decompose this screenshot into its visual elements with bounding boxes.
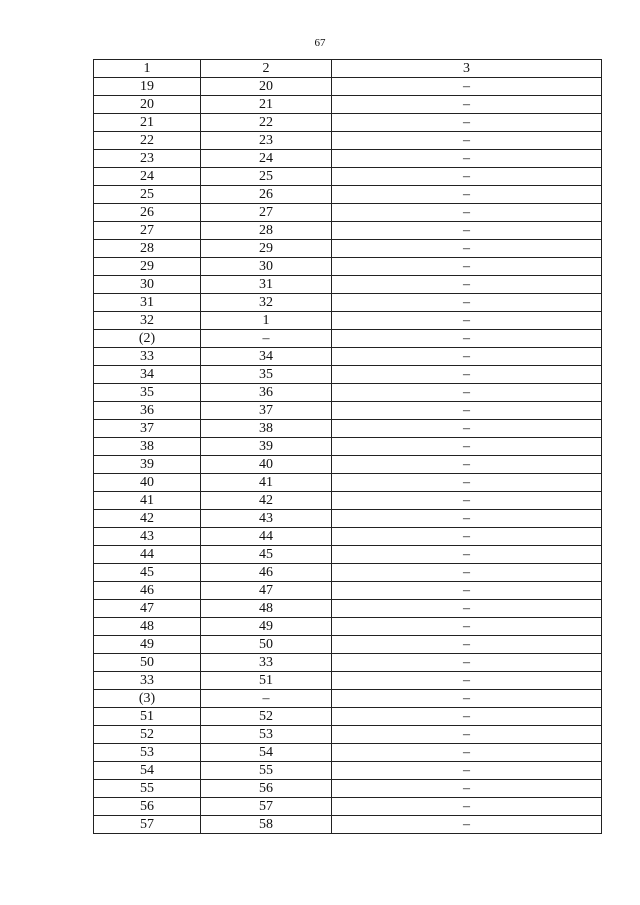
table-cell-col2: 58 [201,816,332,834]
table-cell-col3: – [332,240,602,258]
table-row [94,456,602,474]
table-row [94,582,602,600]
table-row [94,402,602,420]
table-cell-col1: 53 [94,744,201,762]
table-cell-col2: 25 [201,168,332,186]
table-cell-col1: 40 [94,474,201,492]
table-row [94,132,602,150]
table-cell-col1: 38 [94,438,201,456]
table-cell-col3: – [332,438,602,456]
table-row [94,510,602,528]
table-row [94,150,602,168]
table-header [94,60,602,78]
table-cell-col3: – [332,384,602,402]
header-cell-3: 3 [332,60,602,78]
table-cell-col3: – [332,456,602,474]
table-cell-col2: 42 [201,492,332,510]
table-cell-col2: 52 [201,708,332,726]
table-row [94,312,602,330]
header-cell-1: 1 [94,60,201,78]
table-cell-col1: 36 [94,402,201,420]
table-cell-col1: 42 [94,510,201,528]
table-cell-col1: 32 [94,312,201,330]
table-row [94,294,602,312]
table-cell-col2: 34 [201,348,332,366]
table-row [94,168,602,186]
table-cell-col3: – [332,582,602,600]
table-row [94,780,602,798]
table-cell-col2: 50 [201,636,332,654]
table-cell-col1: 29 [94,258,201,276]
table-row [94,366,602,384]
table-row [94,546,602,564]
table-row [94,222,602,240]
table-row [94,690,602,708]
header-cell-2: 2 [201,60,332,78]
table-row [94,96,602,114]
table-cell-col3: – [332,654,602,672]
table-cell-col1: 35 [94,384,201,402]
table-cell-col1: 56 [94,798,201,816]
table-cell-col2: 55 [201,762,332,780]
table-cell-col1: 52 [94,726,201,744]
table-cell-col1: 51 [94,708,201,726]
table-row [94,672,602,690]
table-row [94,330,602,348]
table-row [94,798,602,816]
table-cell-col3: – [332,114,602,132]
table-cell-col3: – [332,204,602,222]
table-row [94,600,602,618]
table-cell-col3: – [332,564,602,582]
table-row [94,654,602,672]
table-cell-col2: 36 [201,384,332,402]
table-cell-col2: 45 [201,546,332,564]
table-cell-col2: 33 [201,654,332,672]
table-cell-col1: 19 [94,78,201,96]
table-cell-col1: 46 [94,582,201,600]
table-cell-col3: – [332,366,602,384]
table-cell-col3: – [332,780,602,798]
table-row [94,276,602,294]
table-cell-col2: 23 [201,132,332,150]
table-cell-col1: 44 [94,546,201,564]
table-cell-col3: – [332,420,602,438]
table-cell-col2: 22 [201,114,332,132]
table-cell-col1: 34 [94,366,201,384]
table-cell-col1: 47 [94,600,201,618]
table-row [94,474,602,492]
table-row [94,240,602,258]
table-cell-col1: 23 [94,150,201,168]
table-row [94,744,602,762]
table-cell-col3: – [332,798,602,816]
table-cell-col2: 44 [201,528,332,546]
table-cell-col2: 26 [201,186,332,204]
table-cell-col2: 32 [201,294,332,312]
table-cell-col2: 28 [201,222,332,240]
table-body [94,78,602,834]
table-cell-col2: 41 [201,474,332,492]
table-cell-col2: 49 [201,618,332,636]
table-cell-col2: 31 [201,276,332,294]
table-cell-col1: 39 [94,456,201,474]
page-number: 67 [314,37,326,49]
table-cell-col3: – [332,816,602,834]
table-cell-col3: – [332,762,602,780]
table-cell-col1: 33 [94,348,201,366]
table-cell-col2: 51 [201,672,332,690]
table-cell-col1: 57 [94,816,201,834]
table-cell-col1: 43 [94,528,201,546]
table-cell-col2: 20 [201,78,332,96]
table-cell-col2: – [201,330,332,348]
table-cell-col3: – [332,528,602,546]
table-cell-col1: 26 [94,204,201,222]
table-cell-col3: – [332,294,602,312]
table-header-row [94,60,602,78]
table-cell-col1: 28 [94,240,201,258]
table-cell-col1: 31 [94,294,201,312]
table-cell-col2: 29 [201,240,332,258]
table-row [94,438,602,456]
table-cell-col3: – [332,726,602,744]
table-cell-col3: – [332,276,602,294]
table-cell-col3: – [332,132,602,150]
table-cell-col2: 54 [201,744,332,762]
table-row [94,618,602,636]
table-cell-col2: 24 [201,150,332,168]
table-cell-col1: 54 [94,762,201,780]
table-cell-col3: – [332,546,602,564]
table-cell-col3: – [332,474,602,492]
table-cell-col2: 35 [201,366,332,384]
table-cell-col3: – [332,708,602,726]
table-cell-col3: – [332,168,602,186]
table-cell-col2: 30 [201,258,332,276]
data-table [93,59,602,834]
table-cell-col3: – [332,618,602,636]
table-cell-col3: – [332,636,602,654]
table-cell-col1: 45 [94,564,201,582]
table-cell-col3: – [332,258,602,276]
table-row [94,204,602,222]
table-row [94,114,602,132]
table-cell-col2: 38 [201,420,332,438]
table-cell-col1: 22 [94,132,201,150]
table-cell-col2: – [201,690,332,708]
table-cell-col1: 27 [94,222,201,240]
table-cell-col2: 1 [201,312,332,330]
table-cell-col1: 49 [94,636,201,654]
table-cell-col2: 48 [201,600,332,618]
table-cell-col3: – [332,330,602,348]
table-row [94,564,602,582]
table-cell-col1: 48 [94,618,201,636]
table-cell-col1: 25 [94,186,201,204]
table-row [94,636,602,654]
table-cell-col2: 46 [201,564,332,582]
table-row [94,816,602,834]
table-cell-col1: 30 [94,276,201,294]
table-cell-col3: – [332,96,602,114]
table-row [94,492,602,510]
table-cell-col3: – [332,348,602,366]
table-cell-col3: – [332,222,602,240]
table-cell-col3: – [332,690,602,708]
table-cell-col1: 33 [94,672,201,690]
table-row [94,348,602,366]
table-row [94,528,602,546]
table-row [94,762,602,780]
table-cell-col1: 41 [94,492,201,510]
table-cell-col2: 37 [201,402,332,420]
table-cell-col3: – [332,600,602,618]
table-row [94,726,602,744]
table-cell-col3: – [332,78,602,96]
table-row [94,384,602,402]
table-cell-col1: 21 [94,114,201,132]
table-row [94,258,602,276]
table-cell-col3: – [332,492,602,510]
table-cell-col2: 27 [201,204,332,222]
table-cell-col2: 43 [201,510,332,528]
table-cell-col2: 56 [201,780,332,798]
table-cell-col3: – [332,744,602,762]
table-cell-col1: 24 [94,168,201,186]
table-cell-col1: 37 [94,420,201,438]
table-row [94,186,602,204]
table-cell-col3: – [332,312,602,330]
table-cell-col3: – [332,510,602,528]
table-row [94,420,602,438]
table-cell-col3: – [332,186,602,204]
table-cell-col2: 57 [201,798,332,816]
table-cell-col3: – [332,402,602,420]
table-cell-col2: 47 [201,582,332,600]
table-cell-col2: 40 [201,456,332,474]
table-cell-col1: (2) [94,330,201,348]
table-cell-col1: (3) [94,690,201,708]
table-cell-col3: – [332,150,602,168]
table-cell-col1: 50 [94,654,201,672]
table-cell-col2: 39 [201,438,332,456]
table-row [94,708,602,726]
table-cell-col1: 55 [94,780,201,798]
table-cell-col1: 20 [94,96,201,114]
table-cell-col2: 53 [201,726,332,744]
table-cell-col3: – [332,672,602,690]
table-row [94,78,602,96]
table-cell-col2: 21 [201,96,332,114]
